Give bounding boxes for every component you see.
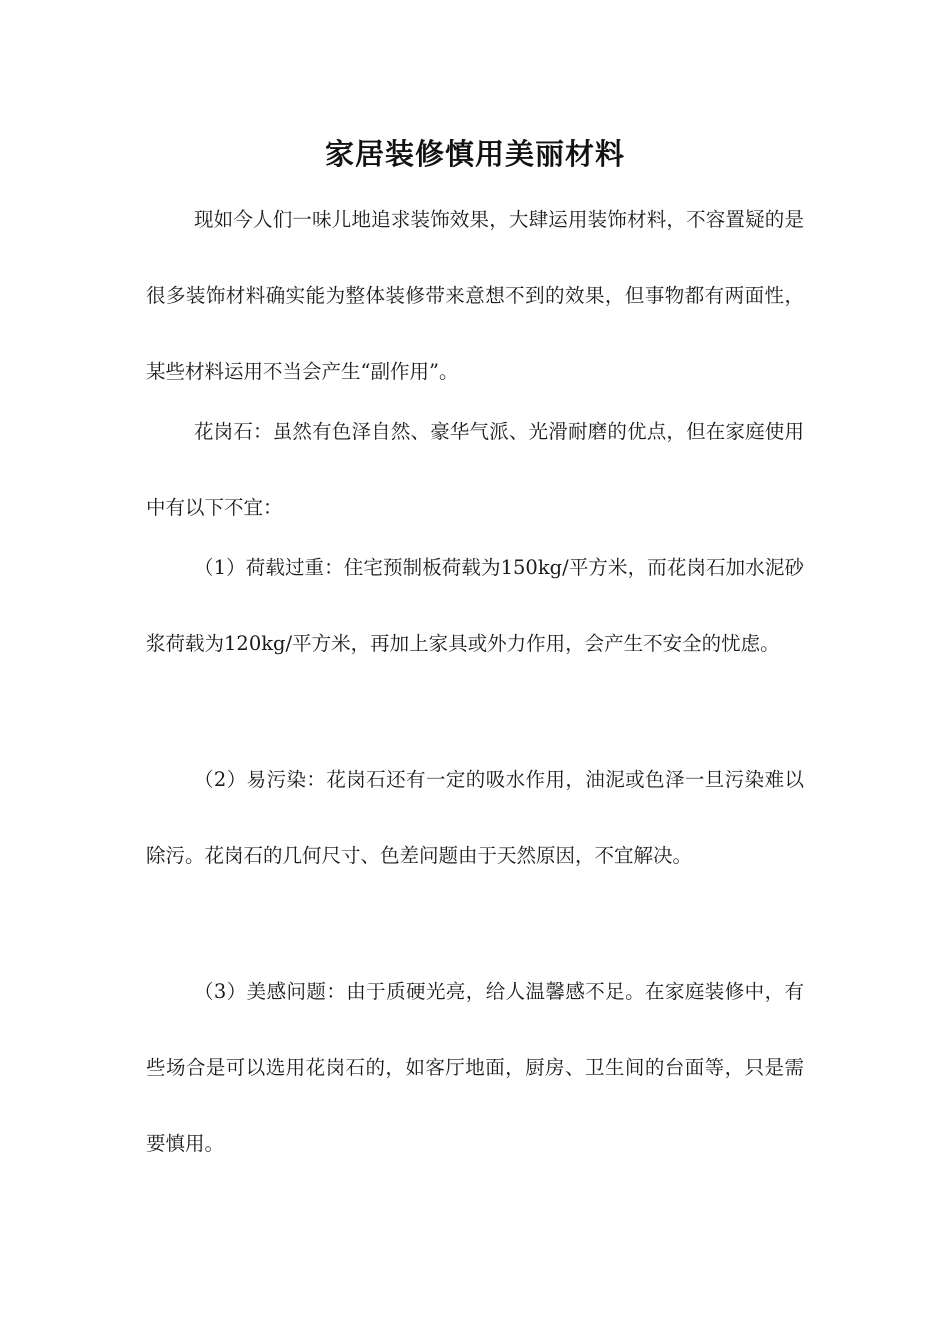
paragraph-point-3: （3）美感问题：由于质硬光亮，给人温馨感不足。在家庭装修中，有些场合是可以选用花岗石的，如客厅地面，厨房、卫生间的台面等，只是需要慎用。 <box>146 980 804 1155</box>
document-title: 家居装修慎用美丽材料 <box>324 137 625 171</box>
paragraph-intro: 现如今人们一味儿地追求装饰效果，大肆运用装饰材料，不容置疑的是很多装饰材料确实能为整体装修带来意想不到的效果，但事物都有两面性，某些材料运用不当会产生“副作用”。 <box>146 208 804 383</box>
paragraph-point-2: （2）易污染：花岗石还有一定的吸水作用，油泥或色泽一旦污染难以除污。花岗石的几何尺寸、色差问题由于天然原因，不宜解决。 <box>146 768 804 867</box>
paragraph-point-1: （1）荷载过重：住宅预制板荷载为150kg/平方米，而花岗石加水泥砂浆荷载为120kg/平方米，再加上家具或外力作用，会产生不安全的忧虑。 <box>146 556 804 655</box>
paragraph-granite: 花岗石：虽然有色泽自然、豪华气派、光滑耐磨的优点，但在家庭使用中有以下不宜： <box>146 420 804 519</box>
